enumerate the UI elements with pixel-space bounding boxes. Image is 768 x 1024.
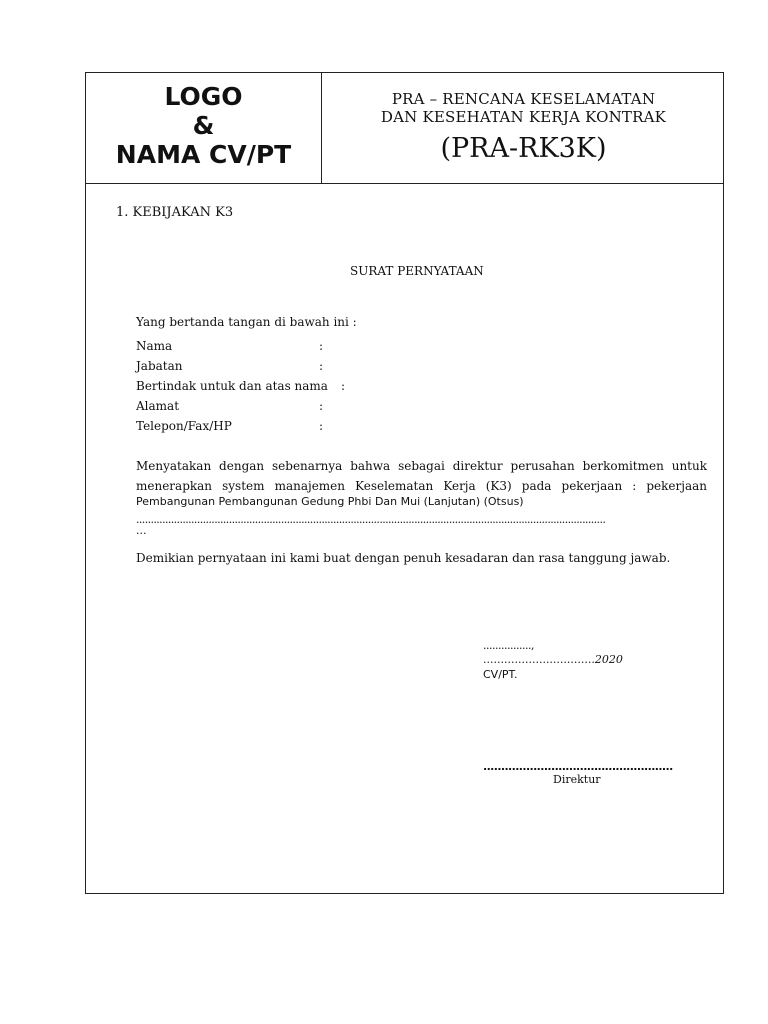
field-colon-nama: : <box>319 339 324 353</box>
field-colon-telepon: : <box>319 419 324 433</box>
dotted-line: .................................................................................................................................................................. <box>136 514 606 526</box>
logo-line-1: LOGO <box>164 82 243 111</box>
document-frame <box>85 72 724 894</box>
dotted-line-continuation: ... <box>136 524 147 537</box>
signature-date-dots: ................................ <box>483 653 595 666</box>
statement-paragraph: Menyatakan dengan sebenarnya bahwa sebagai direktur perusahan berkomitmen untuk menerapkan system manajemen Keselematan Kerja (K3) pada pekerjaan : pekerjaan <box>136 459 707 493</box>
section-heading: 1. KEBIJAKAN K3 <box>116 205 234 220</box>
document-header <box>86 73 723 184</box>
field-colon-alamat: : <box>319 399 324 413</box>
document-title-block <box>322 73 725 183</box>
signature-role: Direktur <box>553 773 601 786</box>
title-line-2: DAN KESEHATAN KERJA KONTRAK <box>380 108 667 126</box>
logo-line-2: & <box>192 111 215 140</box>
intro-text: Yang bertanda tangan di bawah ini : <box>136 315 357 329</box>
field-label-nama: Nama <box>136 339 173 353</box>
letter-title: SURAT PERNYATAAN <box>350 264 484 278</box>
signature-line: ..................................................... <box>483 760 673 773</box>
signature-date <box>483 653 623 666</box>
signature-year: 2020 <box>594 653 623 666</box>
signature-company: CV/PT. <box>483 668 518 681</box>
field-label-telepon: Telepon/Fax/HP <box>136 419 232 433</box>
field-colon-bertindak: : <box>341 379 346 393</box>
field-label-alamat: Alamat <box>136 399 180 413</box>
title-line-1: PRA – RENCANA KESELAMATAN <box>391 90 656 108</box>
signature-place: ................, <box>483 639 534 652</box>
closing-text: Demikian pernyataan ini kami buat dengan penuh kesadaran dan rasa tanggung jawab. <box>136 551 671 565</box>
project-name: Pembangunan Pembangunan Gedung Phbi Dan Mui (Lanjutan) (Otsus) <box>136 495 524 508</box>
title-code: (PRA-RK3K) <box>440 133 607 164</box>
logo-line-3: NAMA CV/PT <box>115 140 292 169</box>
field-colon-jabatan: : <box>319 359 324 373</box>
field-label-bertindak: Bertindak untuk dan atas nama <box>136 379 328 393</box>
logo-placeholder <box>86 73 322 183</box>
field-label-jabatan: Jabatan <box>136 359 183 373</box>
